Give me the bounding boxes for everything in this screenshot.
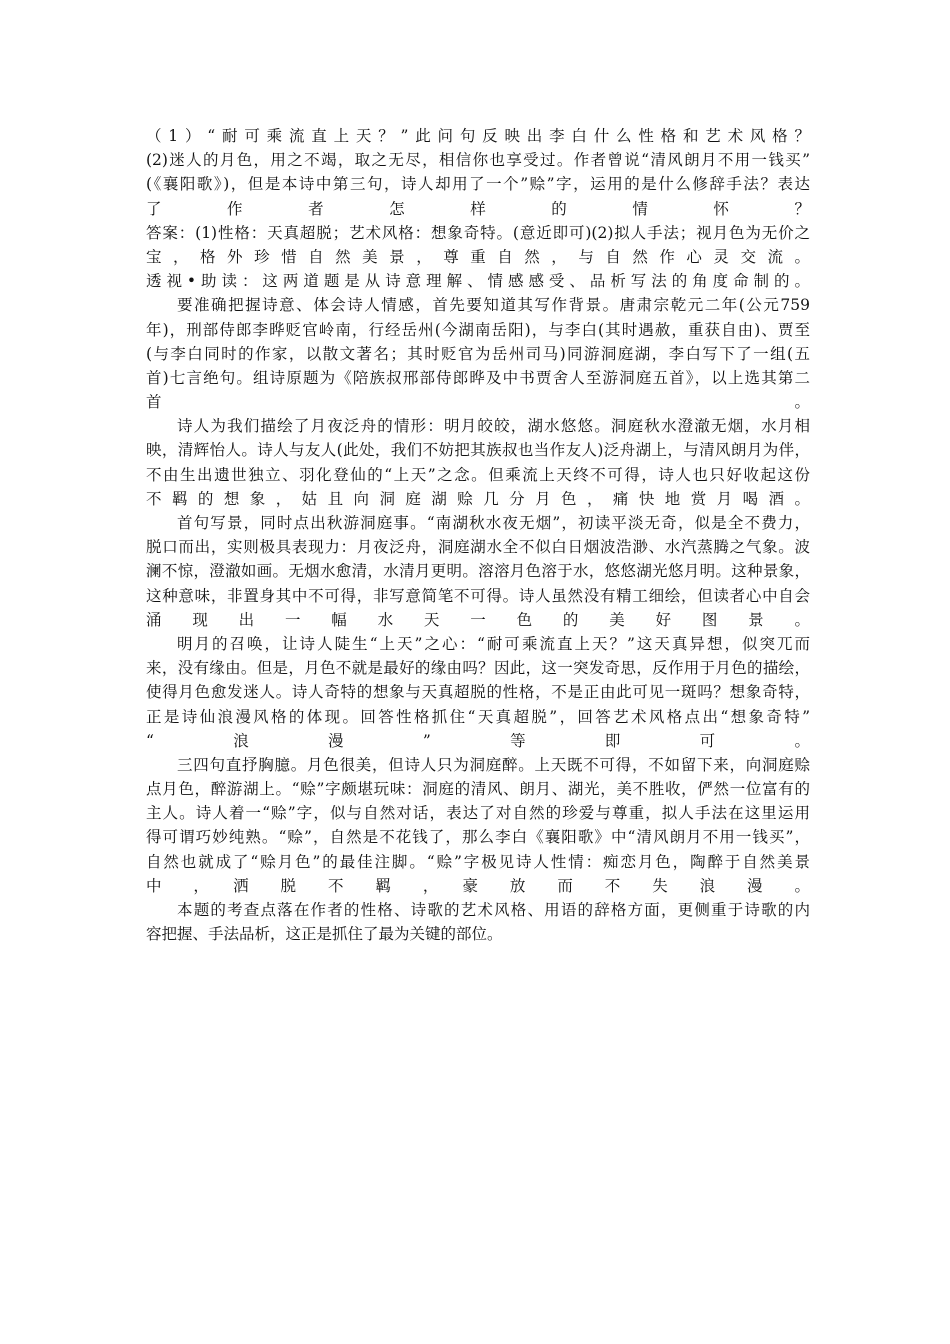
text-line: （1）“耐可乘流直上天？”此问句反映出李白什么性格和艺术风格？ (146, 127, 810, 145)
text-line: 了 作 者 怎 样 的 情 怀 ？ (146, 199, 810, 218)
text-line: 答案：(1)性格：天真超脱；艺术风格：想象奇特。(意近即可)(2)拟人手法；视月色为无价之 (146, 223, 810, 242)
text-line: 容把握、手法品析，这正是抓住了最为关键的部位。 (146, 925, 503, 944)
text-line: 本题的考查点落在作者的性格、诗歌的艺术风格、用语的辞格方面，更侧重于诗歌的内 (177, 901, 810, 919)
document-body (146, 124, 810, 946)
text-line: 透视•助读：这两道题是从诗意理解、情感感受、品析写法的角度命制的。 (146, 272, 810, 291)
text-line: 这种意味，非置身其中不可得，非写意简笔不可得。诗人虽然没有精工细绘，但读者心中自会 (146, 586, 810, 605)
text-line: 主人。诗人着一“赊”字，似与自然对话，表达了对自然的珍爱与尊重，拟人手法在这里运用 (146, 804, 810, 823)
text-line: 正是诗仙浪漫风格的体现。回答性格抓住“天真超脱”，回答艺术风格点出“想象奇特” (146, 707, 810, 726)
text-line: 来，没有缘由。但是，月色不就是最好的缘由吗？因此，这一突发奇思，反作用于月色的描绘， (146, 659, 810, 678)
text-line: (与李白同时的作家，以散文著名；其时贬官为岳州司马)同游洞庭湖，李白写下了一组(五 (146, 344, 810, 363)
text-line: 年)，刑部侍郎李晔贬官岭南，行经岳州(今湖南岳阳)，与李白(其时遇赦，重获自由)、贾至 (146, 320, 810, 339)
text-line: 宝，格外珍惜自然美景，尊重自然，与自然作心灵交流。 (146, 247, 810, 266)
text-line: 首 。 (146, 393, 810, 412)
text-line: 首句写景，同时点出秋游洞庭事。“南湖秋水夜无烟”，初读平淡无奇，似是全不费力， (177, 514, 810, 532)
text-line: 不由生出遗世独立、羽化登仙的“上天”之念。但乘流上天终不可得，诗人也只好收起这份 (146, 465, 810, 484)
text-line: 澜不惊，澄澈如画。无烟水愈清，水清月更明。溶溶月色溶于水，悠悠湖光悠月明。这种景象， (146, 562, 810, 581)
text-line: 脱口而出，实则极具表现力：月夜泛舟，洞庭湖水全不似白日烟波浩渺、水汽蒸腾之气象。波 (146, 538, 810, 557)
text-line: 不羁的想象，姑且向洞庭湖赊几分月色，痛快地赏月喝酒。 (146, 489, 810, 508)
text-line: (2)迷人的月色，用之不竭，取之无尽，相信你也享受过。作者曾说“清风朗月不用一钱买” (146, 151, 810, 170)
text-line: 要准确把握诗意、体会诗人情感，首先要知道其写作背景。唐肃宗乾元二年(公元759 (177, 296, 810, 315)
text-line: (《襄阳歌》)，但是本诗中第三句，诗人却用了一个”赊”字，运用的是什么修辞手法？表达 (146, 175, 810, 194)
text-line: “ 浪 漫 ” 等 即 可 。 (146, 731, 810, 750)
text-line: 得可谓巧妙纯熟。“赊”，自然是不花钱了，那么李白《襄阳歌》中“清风朗月不用一钱买”， (146, 828, 810, 847)
text-line: 涌 现 出 一 幅 水 天 一 色 的 美 好 图 景 。 (146, 610, 810, 629)
text-line: 点月色，醉游湖上。“赊”字颇堪玩味：洞庭的清风、朗月、湖光，美不胜收，俨然一位富有的 (146, 780, 810, 799)
text-line: 诗人为我们描绘了月夜泛舟的情形：明月皎皎，湖水悠悠。洞庭秋水澄澈无烟，水月相 (177, 417, 810, 436)
text-line: 首)七言绝句。组诗原题为《陪族叔邢部侍郎晔及中书贾舍人至游洞庭五首》，以上选其第二 (146, 368, 810, 387)
text-line: 映，清辉怡人。诗人与友人(此处，我们不妨把其族叔也当作友人)泛舟湖上，与清风朗月为伴， (146, 441, 810, 460)
text-line: 使得月色愈发迷人。诗人奇特的想象与天真超脱的性格，不是正由此可见一斑吗？想象奇特， (146, 683, 810, 702)
text-line: 中 ， 洒 脱 不 羁 ， 豪 放 而 不 失 浪 漫 。 (146, 876, 810, 895)
text-line: 三四句直抒胸臆。月色很美，但诗人只为洞庭醉。上天既不可得，不如留下来，向洞庭赊 (177, 755, 810, 774)
text-line: 明月的召唤，让诗人陡生“上天”之心：“耐可乘流直上天？”这天真异想，似突兀而 (177, 634, 810, 653)
text-line: 自然也就成了“赊月色”的最佳注脚。“赊”字极见诗人性情：痴恋月色，陶醉于自然美景 (146, 852, 810, 871)
